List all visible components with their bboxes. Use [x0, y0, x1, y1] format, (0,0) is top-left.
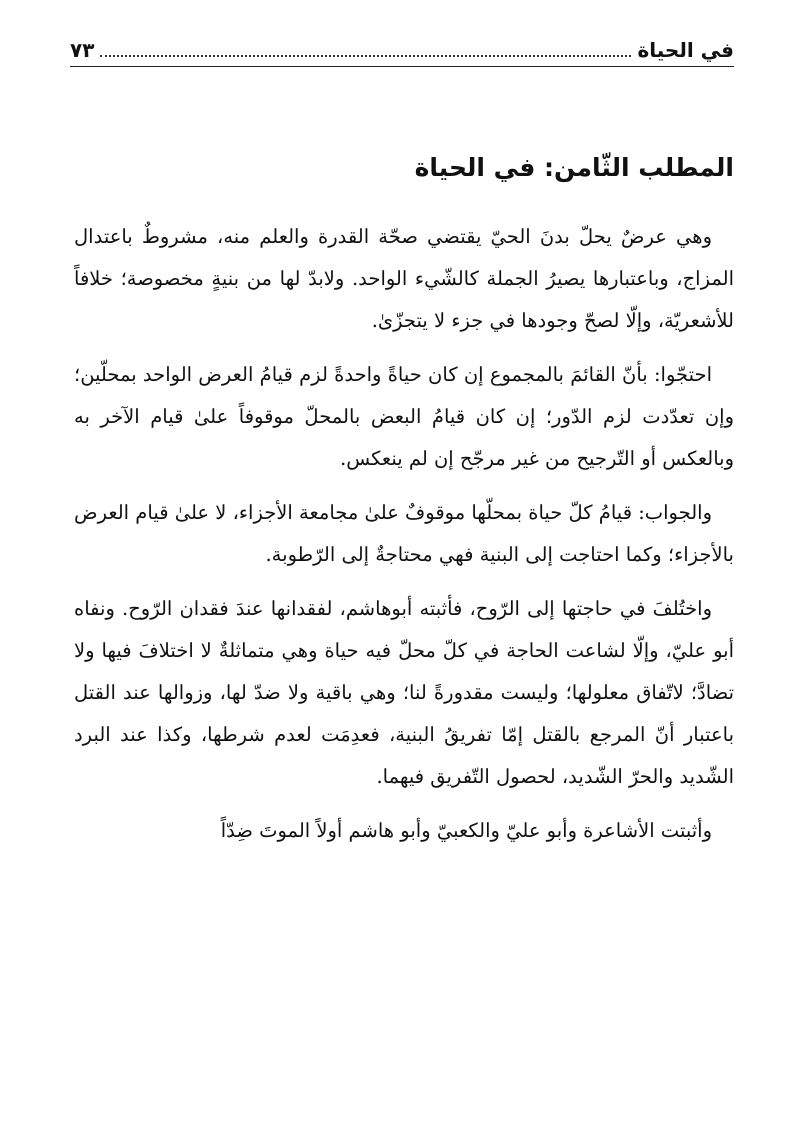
paragraph: وأثبتت الأشاعرة وأبو عليّ والكعبيّ وأبو هاشم أولاً الموتَ ضِدّاً: [220, 819, 712, 842]
running-header: [70, 30, 734, 64]
page-number: ٧٣: [70, 38, 95, 62]
header-title: في الحياة: [637, 38, 734, 62]
paragraph: وهي عرضٌ يحلّ بدنَ الحيّ يقتضي صحّة القدرة والعلم منه، مشروطٌ باعتدال المزاج، وباعتبارها يصيرُ الجملة كالشّيء الواحد. ولابدّ لها من بنيةٍ مخصوصة؛ خلافاً للأشعريّة، وإلّا لصحّ وجودها في جزء لا يتجزّىٰ.: [74, 225, 734, 332]
header-dot-leader: [100, 55, 631, 57]
paragraph: احتجّوا: بأنّ القائمَ بالمجموع إن كان حياةً واحدةً لزم قيامُ العرض الواحد بمحلّين؛ وإن تعدّدت لزم الدّور؛ إن كان قيامُ البعض بالمحلّ موقوفاً علىٰ قيام الآخر به وبالعكس أو التّرجيح من غير مرجّح إن لم ينعكس.: [74, 363, 734, 470]
header-rule: [70, 66, 734, 67]
paragraph: والجواب: قيامُ كلّ حياة بمحلّها موقوفٌ علىٰ مجامعة الأجزاء، لا علىٰ قيام العرض بالأجزاء؛ وكما احتاجت إلى البنية فهي محتاجةٌ إلى الرّطوبة.: [74, 501, 734, 566]
section-heading: المطلب الثّامن: في الحياة: [414, 153, 734, 182]
paragraph: واختُلفَ في حاجتها إلى الرّوح، فأثبته أبوهاشم، لفقدانها عندَ فقدان الرّوح. ونفاه أبو عليّ، وإلّا لشاعت الحاجة في كلّ محلّ فيه حياة وهي متماثلةٌ لا اختلافَ فيها ولا تضادَّ؛ لاتّفاق معلولها؛ وليست مقدورةً لنا؛ وهي باقية ولا ضدّ لها، وزوالها عند القتل باعتبار أنّ المرجع بالقتل إمّا تفريقُ البنية، فعدِمَت لعدم شرطها، وكذا عند البرد الشّديد والحرّ الشّديد، لحصول التّفريق فيهما.: [74, 597, 734, 788]
body-text: [74, 216, 734, 864]
